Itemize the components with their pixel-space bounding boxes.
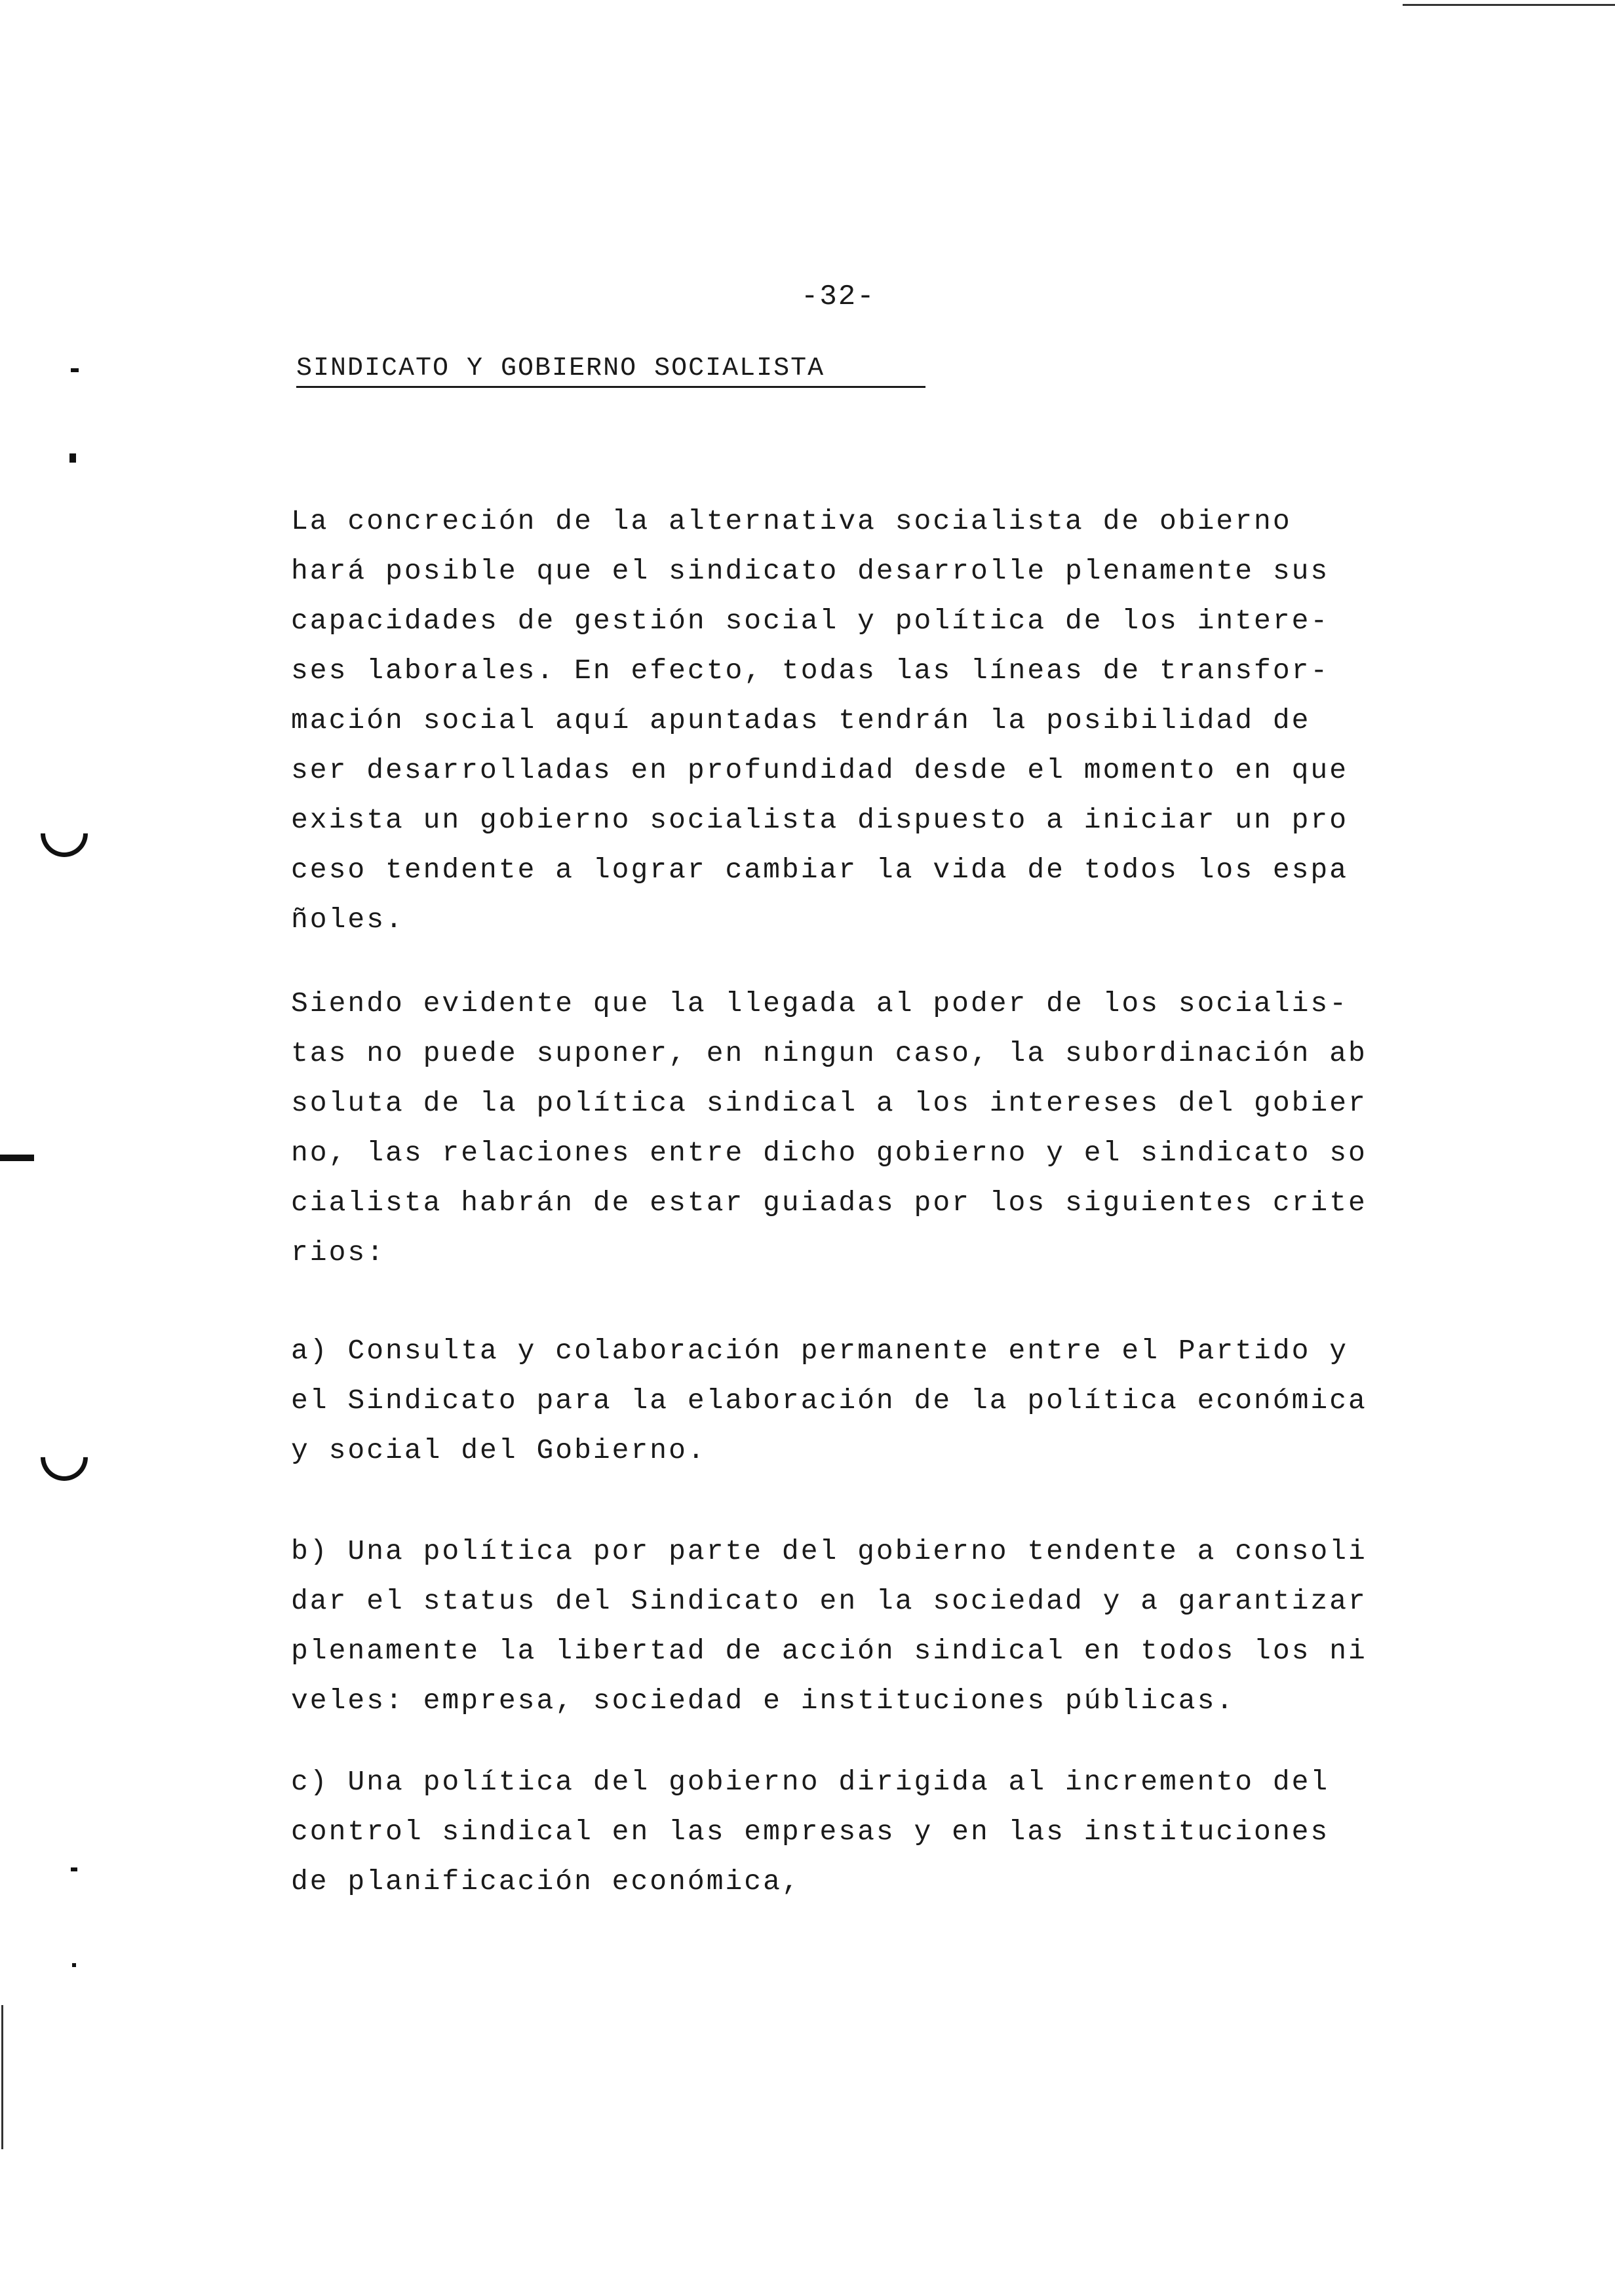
binder-hole-mark [31, 800, 98, 867]
margin-mark [69, 453, 76, 463]
margin-mark [71, 368, 79, 372]
text-line: plenamente la libertad de acción sindical en todos los ni [291, 1635, 1367, 1667]
criterion-b [291, 1527, 1418, 1726]
criterion-c [291, 1757, 1418, 1907]
margin-mark [71, 1867, 77, 1871]
text-line: capacidades de gestión social y política de los intere- [291, 605, 1330, 637]
section-heading: SINDICATO Y GOBIERNO SOCIALISTA [296, 354, 925, 388]
text-line: dar el status del Sindicato en la sociedad y a garantizar [291, 1585, 1367, 1617]
text-line: ñoles. [291, 904, 404, 936]
text-line: soluta de la política sindical a los intereses del gobier [291, 1087, 1367, 1119]
text-line: rios: [291, 1236, 386, 1269]
text-line: cialista habrán de estar guiadas por los siguientes crite [291, 1187, 1367, 1219]
text-line: c) Una política del gobierno dirigida al incremento del [291, 1766, 1330, 1798]
text-line: ser desarrolladas en profundidad desde el momento en que [291, 754, 1349, 786]
scan-edge-line-left [1, 2005, 3, 2149]
binder-hole-mark [31, 1424, 98, 1491]
criterion-a [291, 1326, 1418, 1476]
text-line: veles: empresa, sociedad e instituciones públicas. [291, 1685, 1236, 1717]
page-number: -32- [801, 280, 876, 313]
text-line: ses laborales. En efecto, todas las líneas de transfor- [291, 655, 1330, 687]
text-line: control sindical en las empresas y en las instituciones [291, 1816, 1330, 1848]
margin-mark [0, 1155, 34, 1161]
text-line: y social del Gobierno. [291, 1434, 707, 1466]
paragraph-criteria-intro [291, 979, 1418, 1278]
text-line: no, las relaciones entre dicho gobierno y el sindicato so [291, 1137, 1367, 1169]
paragraph-intro [291, 497, 1418, 945]
text-line: Siendo evidente que la llegada al poder de los socialis- [291, 987, 1349, 1020]
margin-mark [72, 1963, 76, 1967]
text-line: tas no puede suponer, en ningun caso, la subordinación ab [291, 1037, 1367, 1069]
text-line: hará posible que el sindicato desarrolle plenamente sus [291, 555, 1330, 587]
text-line: de planificación económica, [291, 1866, 801, 1898]
scan-edge-line [1403, 4, 1615, 6]
text-line: mación social aquí apuntadas tendrán la posibilidad de [291, 704, 1311, 737]
text-line: exista un gobierno socialista dispuesto a iniciar un pro [291, 804, 1349, 836]
text-line: a) Consulta y colaboración permanente entre el Partido y [291, 1335, 1349, 1367]
text-line: el Sindicato para la elaboración de la política económica [291, 1385, 1367, 1417]
text-line: ceso tendente a lograr cambiar la vida de todos los espa [291, 854, 1349, 886]
text-line: b) Una política por parte del gobierno tendente a consoli [291, 1535, 1367, 1567]
text-line: La concreción de la alternativa socialista de obierno [291, 505, 1292, 537]
